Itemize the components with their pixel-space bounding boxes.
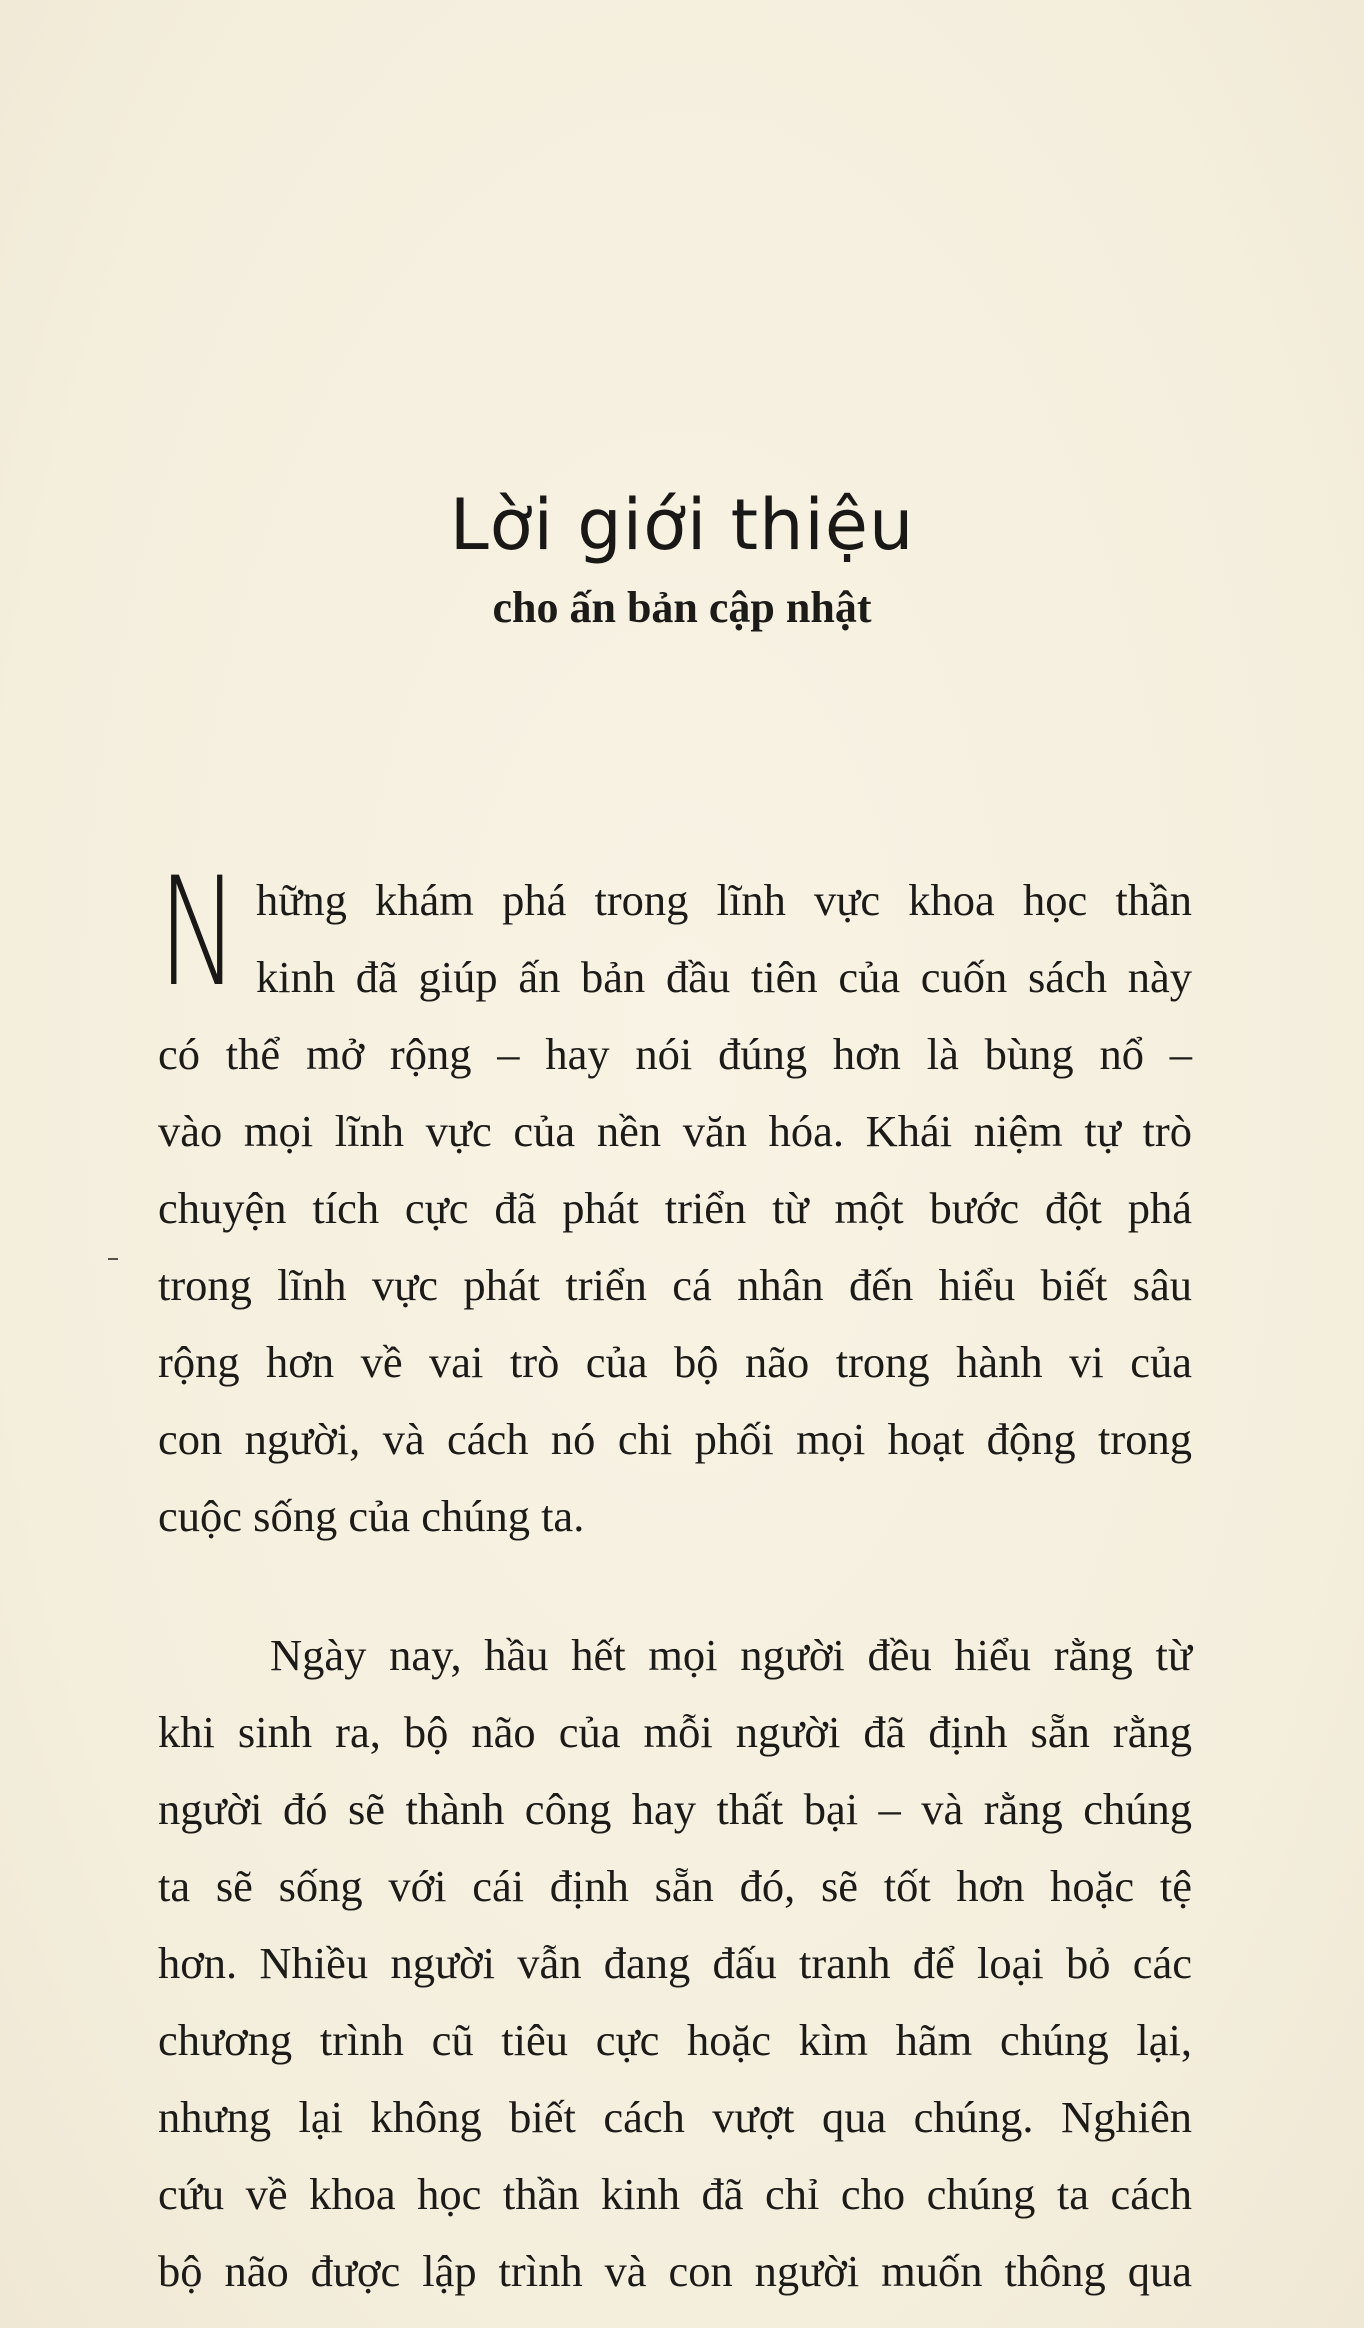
text-line: chuyện tích cực đã phát triển từ một bước đột phá — [158, 1183, 1192, 1233]
text-line: vào mọi lĩnh vực của nền văn hóa. Khái niệm tự trò — [158, 1106, 1192, 1156]
text-line: hơn. Nhiều người vẫn đang đấu tranh để loại bỏ các — [158, 1938, 1192, 1988]
text-line: trong lĩnh vực phát triển cá nhân đến hiểu biết sâu — [158, 1260, 1192, 1310]
text-line: khi sinh ra, bộ não của mỗi người đã định sẵn rằng — [158, 1707, 1192, 1757]
text-line: người đó sẽ thành công hay thất bại – và rằng chúng — [158, 1784, 1192, 1834]
text-line: cứu về khoa học thần kinh đã chỉ cho chúng ta cách — [158, 2169, 1192, 2219]
chapter-subtitle: cho ấn bản cập nhật — [492, 583, 872, 632]
text-line: Ngày nay, hầu hết mọi người đều hiểu rằng từ — [270, 1630, 1192, 1680]
paragraph-1 — [158, 862, 1192, 1555]
chapter-title: Lời giới thiệu — [449, 484, 915, 566]
text-line: hững khám phá trong lĩnh vực khoa học thần — [256, 875, 1192, 925]
text-line: cuộc sống của chúng ta. — [158, 1491, 585, 1541]
body-text — [158, 862, 1192, 2310]
text-line: bộ não được lập trình và con người muốn thông qua — [158, 2246, 1192, 2296]
paragraph-gap — [158, 1555, 1192, 1617]
text-line: nhưng lại không biết cách vượt qua chúng. Nghiên — [158, 2092, 1192, 2142]
text-line: ta sẽ sống với cái định sẵn đó, sẽ tốt hơn hoặc tệ — [158, 1861, 1192, 1911]
text-line: chương trình cũ tiêu cực hoặc kìm hãm chúng lại, — [158, 2015, 1192, 2065]
drop-cap-letter: N — [158, 846, 239, 1020]
text-line: có thể mở rộng – hay nói đúng hơn là bùng nổ – — [158, 1029, 1192, 1079]
paragraph-2 — [158, 1617, 1192, 2310]
text-line: rộng hơn về vai trò của bộ não trong hành vi của — [158, 1337, 1192, 1387]
text-line: con người, và cách nó chi phối mọi hoạt động trong — [158, 1414, 1192, 1464]
text-line: kinh đã giúp ấn bản đầu tiên của cuốn sách này — [256, 952, 1192, 1002]
margin-mark — [108, 1258, 118, 1260]
